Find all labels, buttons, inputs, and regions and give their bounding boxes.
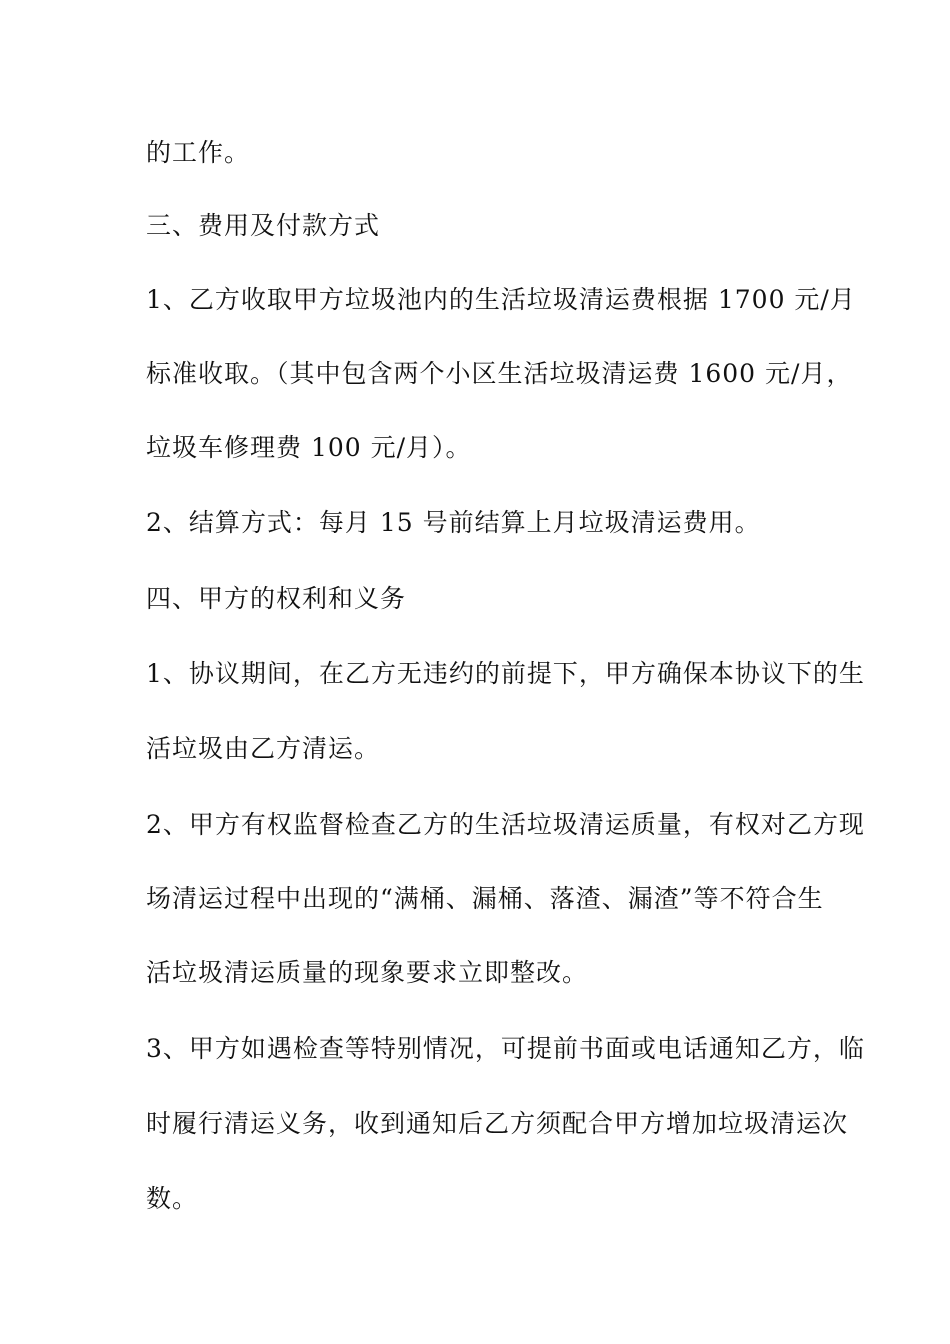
text-line: 2、结算方式：每月 15 号前结算上月垃圾清运费用。 <box>146 508 761 537</box>
text-line: 数。 <box>146 1184 199 1213</box>
text-line: 3、甲方如遇检查等特别情况，可提前书面或电话通知乙方，临 <box>146 1034 865 1063</box>
text-line: 活垃圾由乙方清运。 <box>146 734 381 763</box>
text-line: 时履行清运义务，收到通知后乙方须配合甲方增加垃圾清运次 <box>146 1109 849 1138</box>
section-heading: 四、甲方的权利和义务 <box>146 584 407 613</box>
text-line: 活垃圾清运质量的现象要求立即整改。 <box>146 958 589 987</box>
text-line: 场清运过程中出现的“满桶、漏桶、落渣、漏渣”等不符合生 <box>146 884 824 913</box>
text-line: 垃圾车修理费 100 元/月）。 <box>146 433 472 462</box>
text-line: 1、乙方收取甲方垃圾池内的生活垃圾清运费根据 1700 元/月 <box>146 285 856 314</box>
text-line: 1、协议期间，在乙方无违约的前提下，甲方确保本协议下的生 <box>146 659 865 688</box>
section-heading: 三、费用及付款方式 <box>146 211 381 240</box>
text-line: 的工作。 <box>146 138 251 167</box>
text-line: 标准收取。（其中包含两个小区生活垃圾清运费 1600 元/月， <box>146 359 853 388</box>
text-line: 2、甲方有权监督检查乙方的生活垃圾清运质量，有权对乙方现 <box>146 810 865 839</box>
